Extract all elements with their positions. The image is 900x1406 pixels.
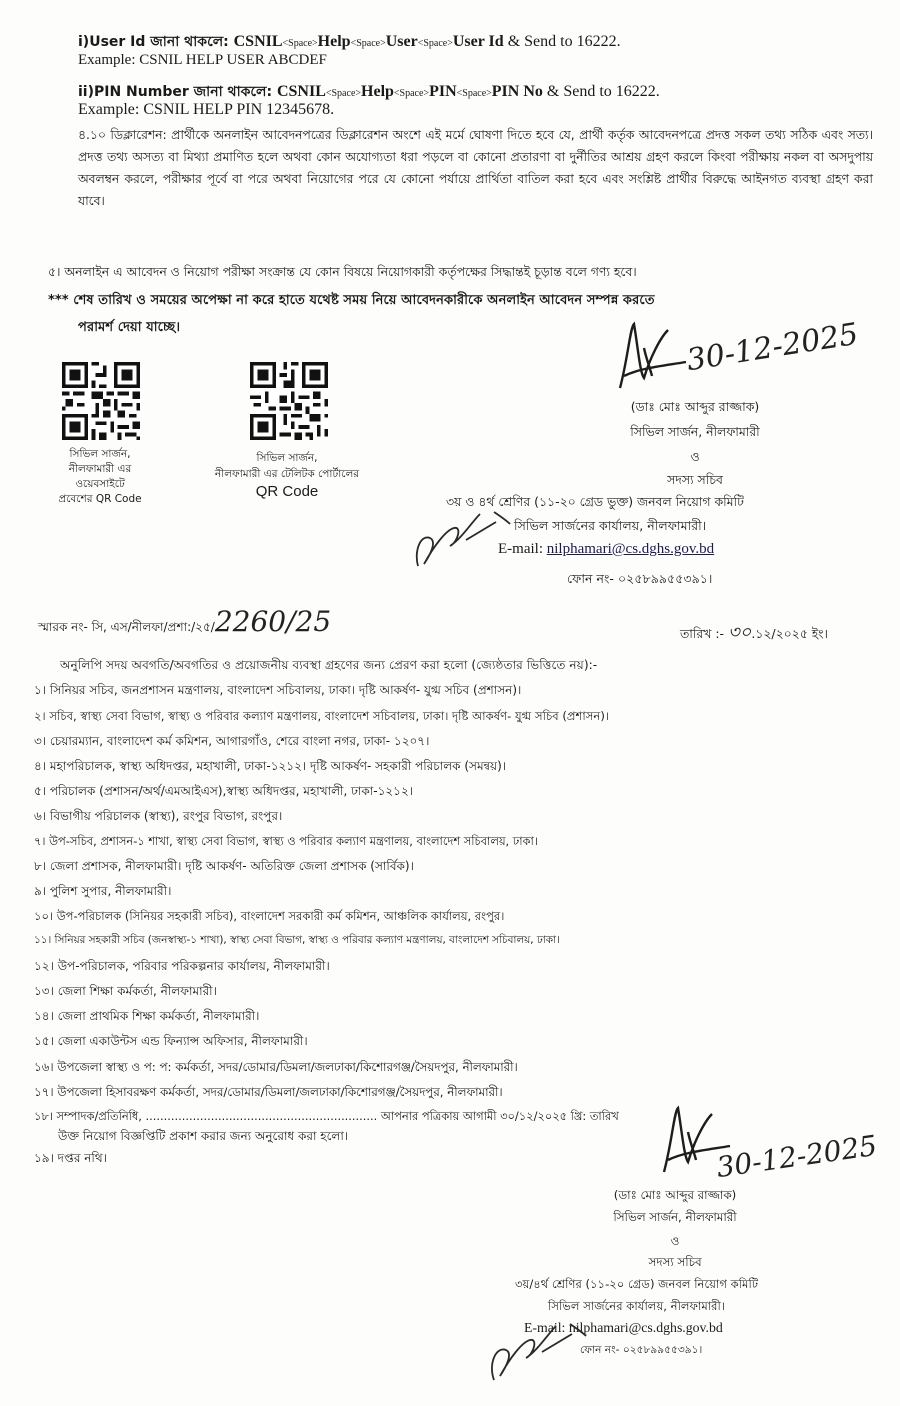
cc-item: ৪। মহাপরিচালক, স্বাস্থ্য অধিদপ্তর, মহাখালী, ঢাকা-১২১২। দৃষ্টি আকর্ষণ- সহকারী পরিচালক (সমন্বয়)। <box>34 759 507 773</box>
qr1-caption-line: প্রবেশের QR Code <box>58 493 142 505</box>
cc-item: ৮। জেলা প্রশাসক, নীলফামারী। দৃষ্টি আকর্ষণ- অতিরিক্ত জেলা প্রশাসক (সার্বিক)। <box>34 859 414 873</box>
cc-item: ১৬। উপজেলা স্বাস্থ্য ও প: প: কর্মকর্তা, সদর/ডোমার/ডিমলা/জলঢাকা/কিশোরগঞ্জ/সৈয়দপুর, নীলফামারী। <box>34 1060 518 1074</box>
cc-item: ৩। চেয়ারম্যান, বাংলাদেশ কর্ম কমিশন, আগারগাঁও, শেরে বাংলা নগর, ঢাকা- ১২০৭। <box>34 734 430 748</box>
signature1-name: (ডাঃ মোঃ আব্দুর রাজ্জাক) <box>630 399 760 414</box>
sms-userid-line <box>78 30 621 54</box>
sms-space: <Space> <box>456 88 492 99</box>
signature2-committee: ৩য়/৪র্থ শ্রেণির (১১-২০ গ্রেড) জনবল নিয়োগ কমিটি <box>515 1277 759 1291</box>
memo-date <box>680 618 828 649</box>
sms-space: <Space> <box>350 38 386 49</box>
cc-intro: অনুলিপি সদয় অবগতি/অবগতির ও প্রয়োজনীয় ব্যবস্থা গ্রহণের জন্য প্রেরণ করা হলো (জ্যেষ্ঠতার ভিত্তিতে নয়):- <box>60 658 598 672</box>
cc-item: ৯। পুলিশ সুপার, নীলফামারী। <box>34 884 172 898</box>
signature2-and: ও <box>670 1234 680 1248</box>
cc-item: ১৫। জেলা একাউন্টস এন্ড ফিন্যান্স অফিসার, নীলফামারী। <box>34 1034 308 1048</box>
signature1-committee: ৩য় ও ৪র্থ শ্রেণির (১১-২০ গ্রেড ভুক্ত) জনবল নিয়োগ কমিটি <box>446 494 744 509</box>
sms-cmd: CSNIL <box>276 83 326 100</box>
notice-line-1: *** শেষ তারিখ ও সময়ের অপেক্ষা না করে হাতে যথেষ্ট সময় নিয়ে আবেদনকারীকে অনলাইন আবেদন সম্পন্ন করতে <box>48 293 655 308</box>
signature-mark <box>600 318 690 398</box>
signature1-office: সিভিল সার্জনের কার্যালয়, নীলফামারী। <box>514 518 707 533</box>
qr1-caption <box>40 447 160 507</box>
sms-cmd: User Id <box>452 33 504 50</box>
cc-item: ১৮। সম্পাদক/প্রতিনিধি, ................................................................ আপনার পত্রিকায় আগামী ৩০/১২/২০২৫ খ্রি: তারিখ <box>34 1109 619 1123</box>
sms-userid-prefix: i)User Id জানা থাকলে: <box>78 34 234 50</box>
memo-date-hand: ৩০ <box>727 622 752 643</box>
signature2-office: সিভিল সার্জনের কার্যালয়, নীলফামারী। <box>548 1299 725 1313</box>
signature1-block <box>500 393 860 493</box>
qr-code-icon <box>246 362 332 440</box>
signature1-phone: ফোন নং- ০২৫৮৯৯৫৫৩৯১। <box>567 571 713 586</box>
cc-item: ১৩। জেলা শিক্ষা কর্মকর্তা, নীলফামারী। <box>34 984 217 998</box>
sms-space: <Space> <box>325 88 362 99</box>
sms-space: <Space> <box>393 88 430 99</box>
cc-item: ৬। বিভাগীয় পরিচালক (স্বাস্থ্য), রংপুর বিভাগ, রংপুর। <box>34 809 283 823</box>
signature2-email: E-mail: nilphamari@cs.dghs.gov.bd <box>524 1320 723 1335</box>
cc-item: ৫। পরিচালক (প্রশাসন/অর্থ/এমআইএস),স্বাস্থ্য অধিদপ্তর, মহাখালী, ঢাকা-১২১২। <box>34 784 414 798</box>
sms-tail: & Send to 16222. <box>503 33 621 50</box>
sms-space: <Space> <box>417 38 453 49</box>
cc-item: ১। সিনিয়র সচিব, জনপ্রশাসন মন্ত্রণালয়, বাংলাদেশ সচিবালয়, ঢাকা। দৃষ্টি আকর্ষণ- যুগ্ম সচিব (প্রশাসন)। <box>34 683 522 697</box>
qr-code-icon <box>58 362 144 440</box>
qr1-caption-line: ওয়েবসাইটে <box>75 478 125 490</box>
memo-date-label: তারিখ :- <box>680 626 724 641</box>
memo-ref-prefix: স্মারক নং- সি, এস/নীলফা/প্রশা:/২৫/ <box>38 620 215 634</box>
qr2-caption-line: নীলফামারী এর টেলিটক পোর্টালের <box>214 468 360 480</box>
signature1-and: ও <box>690 449 700 464</box>
signature2-phone: ফোন নং- ০২৫৮৯৯৫৫৩৯১। <box>580 1344 703 1356</box>
sms-tail: & Send to 16222. <box>542 83 660 100</box>
sms-cmd: CSNIL <box>233 33 283 50</box>
initials-mark <box>410 500 520 578</box>
sms-pin-example: Example: CSNIL HELP PIN 12345678. <box>78 101 335 118</box>
signature2-role: সদস্য সচিব <box>648 1255 702 1269</box>
qr2-label: QR Code <box>255 483 319 500</box>
cc-item: উক্ত নিয়োগ বিজ্ঞপ্তিটি প্রকাশ করার জন্য অনুরোধ করা হলো। <box>58 1129 349 1143</box>
sms-cmd: Help <box>361 83 394 100</box>
cc-item: ১৭। উপজেলা হিসাবরক্ষণ কর্মকর্তা, সদর/ডোমার/ডিমলা/জলঢাকা/কিশোরগঞ্জ/সৈয়দপুর, নীলফামারী। <box>34 1085 503 1099</box>
signature1-date: 30-12-2025 <box>684 316 861 379</box>
signature1-email-line <box>498 541 714 558</box>
sms-pin-prefix: ii)PIN Number জানা থাকলে: <box>78 84 277 100</box>
signature2-block <box>520 1183 840 1275</box>
memo-ref-hand: 2260/25 <box>214 605 332 638</box>
signature2-name: (ডাঃ মোঃ আব্দুর রাজ্জাক) <box>613 1188 737 1202</box>
sms-cmd: User <box>385 33 418 50</box>
qr1-caption-line: নীলফামারী এর <box>68 463 132 475</box>
email-label: E-mail: <box>498 541 547 557</box>
email-link[interactable]: nilphamari@cs.dghs.gov.bd <box>546 541 715 557</box>
signature1-role: সদস্য সচিব <box>667 472 723 487</box>
sms-cmd: PIN No <box>491 83 543 100</box>
sms-cmd: Help <box>317 33 351 50</box>
sms-userid-example: Example: CSNIL HELP USER ABCDEF <box>78 52 327 68</box>
cc-item: ১৯। দপ্তর নথি। <box>34 1151 107 1165</box>
memo-date-rest: .১২/২০২৫ ইং। <box>751 626 828 641</box>
notice-line-2: পরামর্শ দেয়া যাচ্ছে। <box>78 320 181 335</box>
cc-item: ২। সচিব, স্বাস্থ্য সেবা বিভাগ, স্বাস্থ্য ও পরিবার কল্যাণ মন্ত্রণালয়, বাংলাদেশ সচিবালয়, ঢাকা। দৃষ্টি আকর্ষণ- যুগ্ম সচিব (প্রশাসন)। <box>34 709 610 723</box>
qr1-caption-line: সিভিল সার্জন, <box>69 448 131 460</box>
cc-item: ১২। উপ-পরিচালক, পরিবার পরিকল্পনার কার্যালয়, নীলফামারী। <box>34 959 330 973</box>
sms-cmd: PIN <box>429 83 457 100</box>
clause-5: ৫। অনলাইন এ আবেদন ও নিয়োগ পরীক্ষা সংক্রান্ত যে কোন বিষয়ে নিয়োগকারী কর্তৃপক্ষের সিদ্ধান্তই চূড়ান্ত বলে গণ্য হবে। <box>48 264 637 279</box>
memo-ref <box>38 605 331 639</box>
cc-item: ১০। উপ-পরিচালক (সিনিয়র সহকারী সচিব), বাংলাদেশ সরকারী কর্ম কমিশন, আঞ্চলিক কার্যালয়, রংপুর। <box>34 909 505 923</box>
cc-item: ৭। উপ-সচিব, প্রশাসন-১ শাখা, স্বাস্থ্য সেবা বিভাগ, স্বাস্থ্য ও পরিবার কল্যাণ মন্ত্রণালয়, বাংলাদেশ সচিবালয়, ঢাকা। <box>34 834 538 848</box>
qr2-caption-line: সিভিল সার্জন, <box>256 452 318 464</box>
initials-mark <box>484 1310 594 1390</box>
sms-space: <Space> <box>282 38 318 49</box>
declaration-paragraph: ৪.১০ ডিক্লারেশন: প্রার্থীকে অনলাইন আবেদনপত্রের ডিক্লারেশন অংশে এই মর্মে ঘোষণা দিতে হবে যে, প্রার্থী কর্তৃক আবেদনপত্রে প্রদত্ত সকল তথ্য সঠিক এবং সত্য। প্রদত্ত তথ্য অসত্য বা মিথ্যা প্রমাণিত হলে অথবা কোন অযোগ্যতা ধরা পড়লে বা কোনো প্রতারণা বা দুর্নীতির আশ্রয় গ্রহণ করলে কিংবা পরীক্ষায় নকল বা অসদুপায় অবলম্বন করলে, পরীক্ষার পূর্বে বা পরে অথবা নিয়োগের পরে যে কোনো পর্যায়ে প্রার্থিতা বাতিল করা হবে এবং সংশ্লিষ্ট প্রার্থীর বিরুদ্ধে আইনগত ব্যবস্থা গ্রহণ করা যাবে। <box>78 128 873 208</box>
signature1-title: সিভিল সার্জন, নীলফামারী <box>630 424 760 439</box>
qr2-caption <box>192 450 382 502</box>
cc-item: ১১। সিনিয়র সহকারী সচিব (জনস্বাস্থ্য-১ শাখা), স্বাস্থ্য সেবা বিভাগ, স্বাস্থ্য ও পরিবার কল্যাণ মন্ত্রণালয়, বাংলাদেশ সচিবালয়, ঢাকা। <box>34 934 560 946</box>
signature2-date: 30-12-2025 <box>714 1128 879 1185</box>
cc-item: ১৪। জেলা প্রাথমিক শিক্ষা কর্মকর্তা, নীলফামারী। <box>34 1009 260 1023</box>
signature2-title: সিভিল সার্জন, নীলফামারী <box>613 1210 737 1224</box>
